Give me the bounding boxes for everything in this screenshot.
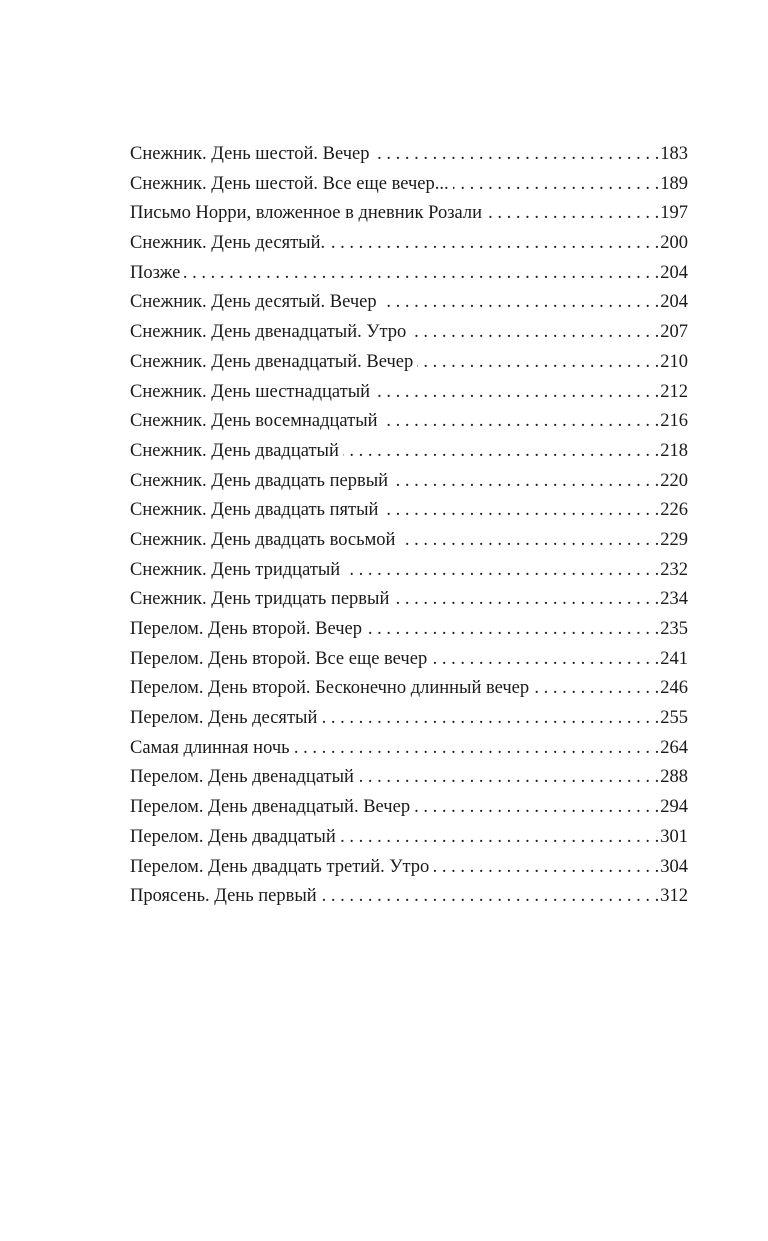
toc-dot-leader xyxy=(381,288,660,318)
toc-entry-page-number: 220 xyxy=(660,470,688,491)
toc-entry-page-number: 204 xyxy=(660,292,688,313)
toc-dot-leader xyxy=(433,853,659,883)
toc-entry-title: Снежник. День двенадцатый. Утро xyxy=(130,322,407,343)
toc-entry xyxy=(130,674,688,704)
toc-dot-leader xyxy=(374,378,659,408)
toc-entry-page-number: 255 xyxy=(660,708,688,729)
toc-entry-title: Снежник. День восемнадцатый xyxy=(130,411,378,432)
toc-entry-page-number: 229 xyxy=(660,529,688,550)
toc-entry-title: Перелом. День второй. Бесконечно длинный вечер xyxy=(130,678,530,699)
toc-entry-page-number: 212 xyxy=(660,381,688,402)
toc-entry-title: Снежник. День тридцать первый xyxy=(130,589,390,610)
toc-entry xyxy=(130,318,688,348)
toc-dot-leader xyxy=(486,199,659,229)
toc-entry-page-number: 312 xyxy=(660,886,688,907)
toc-dot-leader xyxy=(321,882,660,912)
toc-entry xyxy=(130,378,688,408)
toc-entry-page-number: 264 xyxy=(660,737,688,758)
toc-dot-leader xyxy=(374,140,660,170)
toc-entry-title: Снежник. День шестнадцатый xyxy=(130,381,371,402)
toc-entry-page-number: 183 xyxy=(660,144,688,164)
toc-entry-title: Снежник. День шестой. Вечер xyxy=(130,144,370,164)
toc-entry-page-number: 241 xyxy=(660,648,688,669)
toc-entry xyxy=(130,734,688,764)
toc-entry-page-number: 210 xyxy=(660,351,688,372)
toc-entry-page-number: 216 xyxy=(660,411,688,432)
toc-dot-leader xyxy=(358,763,659,793)
toc-entry-page-number: 301 xyxy=(660,826,688,847)
toc-dot-leader xyxy=(366,615,659,645)
toc-entry-page-number: 226 xyxy=(660,500,688,521)
toc-entry xyxy=(130,585,688,615)
toc-entry-title: Проясень. День первый xyxy=(130,886,317,907)
toc-entry-page-number: 304 xyxy=(660,856,688,877)
toc-entry-title: Снежник. День шестой. Все еще вечер... xyxy=(130,173,449,194)
toc-entry-title: Снежник. День двадцатый xyxy=(130,440,339,461)
toc-dot-leader xyxy=(321,704,659,734)
toc-dot-leader xyxy=(340,823,660,853)
toc-dot-leader xyxy=(382,407,660,437)
toc-entry xyxy=(130,259,688,289)
toc-dot-leader xyxy=(399,526,659,556)
toc-dot-leader xyxy=(393,585,659,615)
toc-entry-title: Снежник. День тридцатый xyxy=(130,559,341,580)
toc-dot-leader xyxy=(184,259,659,289)
toc-entry xyxy=(130,229,688,259)
toc-dot-leader xyxy=(533,674,659,704)
toc-entry-page-number: 204 xyxy=(660,262,688,283)
toc-entry xyxy=(130,407,688,437)
toc-entry xyxy=(130,556,688,586)
toc-dot-leader xyxy=(329,229,659,259)
toc-entry xyxy=(130,645,688,675)
toc-entry-title: Перелом. День двенадцатый xyxy=(130,767,354,788)
toc-entry xyxy=(130,882,688,912)
toc-entry xyxy=(130,853,688,883)
toc-entry-title: Снежник. День десятый. Вечер xyxy=(130,292,377,313)
toc-dot-leader xyxy=(344,556,659,586)
toc-entry xyxy=(130,823,688,853)
toc-entry-page-number: 189 xyxy=(660,173,688,194)
toc-dot-leader xyxy=(294,734,660,764)
toc-entry-page-number: 232 xyxy=(660,559,688,580)
toc-dot-leader xyxy=(392,467,659,497)
toc-entry-title: Письмо Норри, вложенное в дневник Розали xyxy=(130,203,483,224)
toc-entry-title: Позже xyxy=(130,262,181,283)
table-of-contents xyxy=(130,140,688,912)
toc-entry xyxy=(130,288,688,318)
toc-entry-page-number: 197 xyxy=(660,203,688,224)
toc-entry-title: Снежник. День десятый. xyxy=(130,233,326,254)
toc-entry xyxy=(130,348,688,378)
toc-entry xyxy=(130,199,688,229)
toc-entry-title: Снежник. День двадцать пятый xyxy=(130,500,379,521)
toc-entry-page-number: 288 xyxy=(660,767,688,788)
toc-entry-page-number: 246 xyxy=(660,678,688,699)
toc-dot-leader xyxy=(343,437,659,467)
toc-entry xyxy=(130,140,688,170)
toc-dot-leader xyxy=(431,645,659,675)
toc-entry-title: Снежник. День двадцать восьмой xyxy=(130,529,396,550)
toc-entry-title: Перелом. День второй. Все еще вечер xyxy=(130,648,428,669)
toc-entry-title: Перелом. День двадцатый xyxy=(130,826,336,847)
toc-entry xyxy=(130,793,688,823)
toc-entry xyxy=(130,763,688,793)
toc-dot-leader xyxy=(414,793,659,823)
toc-entry xyxy=(130,526,688,556)
toc-entry-page-number: 200 xyxy=(660,233,688,254)
toc-entry xyxy=(130,170,688,200)
toc-dot-leader xyxy=(382,496,659,526)
toc-dot-leader xyxy=(417,348,659,378)
toc-entry-title: Снежник. День двенадцатый. Вечер xyxy=(130,351,414,372)
toc-entry-title: Перелом. День второй. Вечер xyxy=(130,619,363,639)
toc-entry-title: Перелом. День двенадцатый. Вечер xyxy=(130,797,411,818)
toc-entry xyxy=(130,437,688,467)
toc-entry-title: Снежник. День двадцать первый xyxy=(130,470,389,491)
toc-entry-page-number: 235 xyxy=(660,619,688,639)
toc-entry-title: Самая длинная ночь xyxy=(130,737,290,758)
toc-dot-leader xyxy=(453,170,660,200)
toc-dot-leader xyxy=(410,318,659,348)
toc-entry xyxy=(130,496,688,526)
toc-entry-title: Перелом. День двадцать третий. Утро xyxy=(130,856,430,877)
toc-entry xyxy=(130,704,688,734)
toc-entry-page-number: 218 xyxy=(660,440,688,461)
toc-entry-page-number: 207 xyxy=(660,322,688,343)
toc-entry-title: Перелом. День десятый xyxy=(130,708,318,729)
toc-entry-page-number: 234 xyxy=(660,589,688,610)
toc-entry-page-number: 294 xyxy=(660,797,688,818)
toc-entry xyxy=(130,615,688,645)
toc-entry xyxy=(130,467,688,497)
